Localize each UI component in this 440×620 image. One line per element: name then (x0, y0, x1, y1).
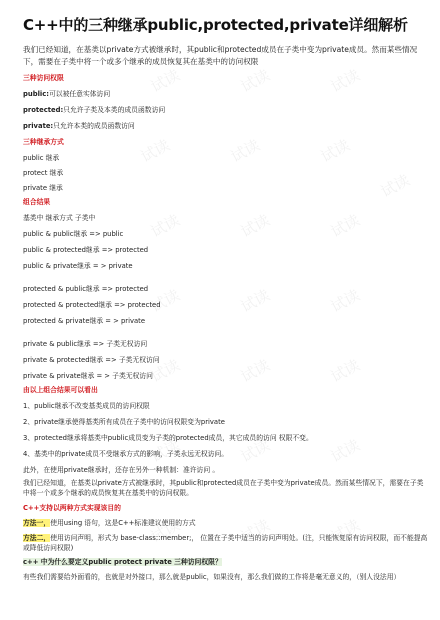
method-text: 使用using 语句，这是C++标准建议使用的方式 (50, 519, 196, 527)
section-heading-access: 三种访问权限 (23, 74, 64, 82)
watermark: 试读 (327, 210, 363, 241)
conclusion-item: 1、public继承不改变基类成员的访问权限 (23, 402, 150, 410)
watermark: 试读 (327, 515, 363, 546)
watermark: 试读 (147, 515, 183, 546)
watermark: 试读 (147, 65, 183, 96)
watermark: 试读 (237, 285, 273, 316)
watermark: 试读 (317, 135, 353, 166)
watermark: 试读 (237, 210, 273, 241)
section-heading-combo: 组合结果 (23, 198, 51, 206)
watermark: 试读 (377, 170, 413, 201)
watermark: 试读 (327, 435, 363, 466)
watermark: 试读 (237, 355, 273, 386)
access-label: public: (23, 90, 49, 98)
access-desc: 只允许本类的成员函数访问 (53, 122, 135, 130)
conclusion-item: 2、private继承使得基类所有成员在子类中的访问权限变为private (23, 418, 225, 426)
access-item-protected (23, 105, 428, 115)
combo-line: public & protected继承 => protected (23, 246, 149, 254)
conclusion-note: 此外，在使用private继承时，还存在另外一种机制：准许访问 。 (23, 466, 220, 474)
conclusion-item: 3、protected继承将基类中public成员变为子类的protected成员，其它成员的访问 权限不变。 (23, 434, 313, 442)
watermark: 试读 (137, 135, 173, 166)
method-two (23, 533, 428, 553)
access-label: private: (23, 122, 54, 130)
watermark: 试读 (327, 285, 363, 316)
watermark: 试读 (327, 355, 363, 386)
combo-line: public & private继承 = > private (23, 262, 133, 270)
combo-header: 基类中 继承方式 子类中 (23, 214, 96, 222)
page-title: C++中的三种继承public,protected,private详细解析 (23, 16, 408, 34)
combo-line: public & public继承 => public (23, 230, 124, 238)
watermark: 试读 (227, 135, 263, 166)
conclusion-item: 4、基类中的private成员不受继承方式的影响，子类永远无权访问。 (23, 450, 229, 458)
watermark: 试读 (147, 355, 183, 386)
access-label: protected: (23, 106, 64, 114)
access-item-public (23, 89, 428, 99)
watermark: 试读 (147, 210, 183, 241)
method-label: 方法二， (23, 534, 51, 542)
watermark: 试读 (147, 285, 183, 316)
inherit-item: public 继承 (23, 154, 60, 162)
question-heading: c++ 中为什么要定义public protect private 三种访问权限？ (23, 558, 222, 566)
access-desc: 只允许子类及本类的成员函数访问 (63, 106, 166, 114)
watermark: 试读 (327, 65, 363, 96)
combo-line: private & private继承 = > 子类无权访问 (23, 372, 153, 380)
access-item-private (23, 121, 428, 131)
watermark: 试读 (147, 435, 183, 466)
conclusion-paragraph: 我们已经知道，在基类以private方式被继承时，其public和protected成员在子类中变为private成员。然而某些情况下，需要在子类中将一个或多个继承的成员恢复其在基类中的访问权限。 (23, 479, 424, 497)
section-heading-methods: C++支持以两种方式实现该目的 (23, 504, 121, 512)
question-answer: 有些我们需要给外面看的，也就是对外接口，那么就是public，如果没有，那么我们做的工作将是毫无意义的，（别人没法用） (23, 573, 401, 581)
access-desc: 可以被任意实体访问 (48, 90, 111, 98)
method-one (23, 518, 428, 528)
combo-line: private & public继承 => 子类无权访问 (23, 340, 148, 348)
combo-line: protected & public继承 => protected (23, 285, 149, 293)
section-heading-inherit: 三种继承方式 (23, 138, 64, 146)
combo-line: protected & private继承 = > private (23, 317, 146, 325)
watermark: 试读 (237, 65, 273, 96)
combo-line: protected & protected继承 => protected (23, 301, 161, 309)
watermark: 试读 (237, 515, 273, 546)
section-heading-conclusion: 由以上组合结果可以看出 (23, 386, 98, 394)
method-text: 使用访问声明，形式为 base-class::member;， 位置在子类中适当的访问声明处。(注，只能恢复原有访问权限，而不能提高或降低访问权限) (23, 534, 428, 552)
inherit-item: private 继承 (23, 184, 63, 192)
inherit-item: protect 继承 (23, 169, 64, 177)
intro-paragraph: 我们已经知道，在基类以private方式被继承时，其public和protected成员在子类中变为private成员。然而某些情况下，需要在子类中将一个或多个继承的成员恢复其在基类中的访问权限 (23, 45, 418, 66)
watermark: 试读 (237, 435, 273, 466)
method-label: 方法一， (23, 519, 51, 527)
combo-line: private & protected继承 => 子类无权访问 (23, 356, 160, 364)
